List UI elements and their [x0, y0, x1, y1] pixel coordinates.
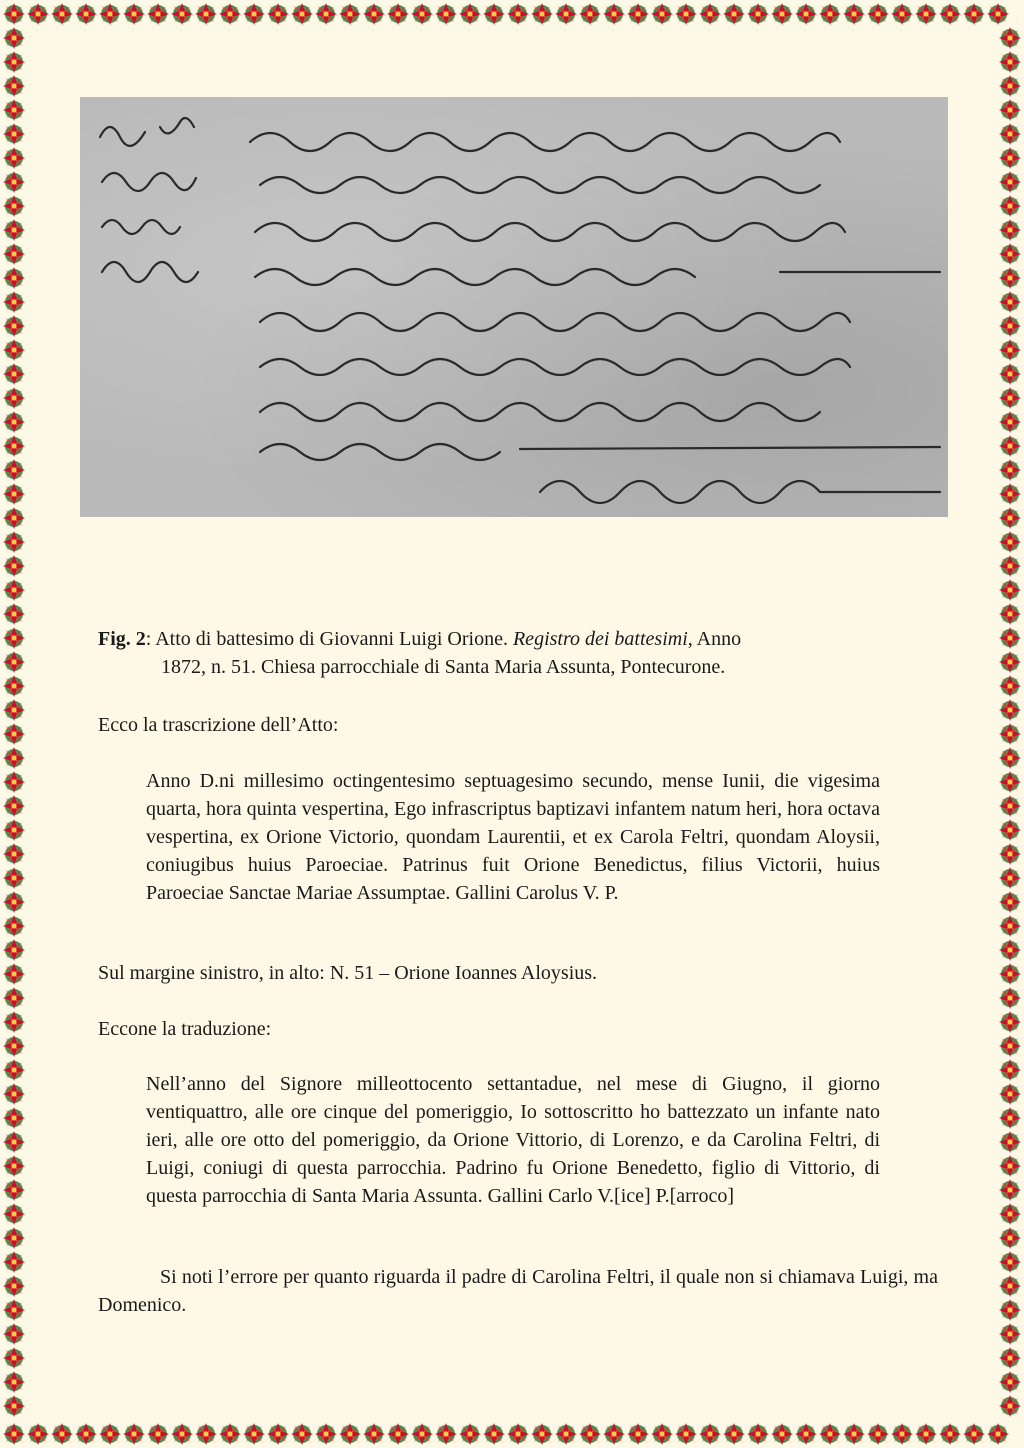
poinsettia-icon: [3, 387, 25, 409]
poinsettia-icon: [3, 1299, 25, 1321]
poinsettia-icon: [747, 3, 769, 25]
poinsettia-icon: [999, 555, 1021, 577]
poinsettia-icon: [27, 3, 49, 25]
poinsettia-icon: [3, 699, 25, 721]
poinsettia-icon: [387, 3, 409, 25]
poinsettia-icon: [999, 1227, 1021, 1249]
poinsettia-icon: [3, 483, 25, 505]
poinsettia-icon: [3, 843, 25, 865]
poinsettia-icon: [3, 51, 25, 73]
poinsettia-icon: [627, 1423, 649, 1445]
poinsettia-icon: [3, 99, 25, 121]
poinsettia-icon: [3, 819, 25, 841]
poinsettia-icon: [999, 459, 1021, 481]
poinsettia-icon: [867, 1423, 889, 1445]
poinsettia-icon: [999, 723, 1021, 745]
poinsettia-icon: [999, 99, 1021, 121]
poinsettia-icon: [459, 1423, 481, 1445]
poinsettia-icon: [651, 3, 673, 25]
poinsettia-icon: [999, 483, 1021, 505]
poinsettia-icon: [531, 1423, 553, 1445]
poinsettia-icon: [999, 651, 1021, 673]
manuscript-image: [80, 97, 948, 517]
poinsettia-icon: [603, 3, 625, 25]
poinsettia-icon: [507, 1423, 529, 1445]
poinsettia-icon: [387, 1423, 409, 1445]
poinsettia-icon: [3, 507, 25, 529]
poinsettia-icon: [3, 435, 25, 457]
caption-line-2: 1872, n. 51. Chiesa parrocchiale di Santa Maria Assunta, Pontecurone.: [161, 656, 726, 678]
poinsettia-icon: [483, 3, 505, 25]
poinsettia-icon: [999, 1371, 1021, 1393]
poinsettia-icon: [963, 1423, 985, 1445]
poinsettia-icon: [579, 1423, 601, 1445]
poinsettia-icon: [243, 1423, 265, 1445]
poinsettia-icon: [999, 1275, 1021, 1297]
poinsettia-icon: [3, 411, 25, 433]
margin-note-paragraph: Sul margine sinistro, in alto: N. 51 – Orione Ioannes Aloysius.: [98, 962, 598, 984]
poinsettia-icon: [291, 3, 313, 25]
poinsettia-icon: [3, 531, 25, 553]
poinsettia-icon: [999, 411, 1021, 433]
poinsettia-icon: [3, 1323, 25, 1345]
poinsettia-icon: [3, 915, 25, 937]
poinsettia-icon: [999, 387, 1021, 409]
poinsettia-icon: [891, 1423, 913, 1445]
poinsettia-icon: [3, 747, 25, 769]
poinsettia-icon: [3, 1131, 25, 1153]
poinsettia-icon: [3, 459, 25, 481]
poinsettia-icon: [999, 363, 1021, 385]
poinsettia-icon: [3, 675, 25, 697]
poinsettia-icon: [3, 1035, 25, 1057]
poinsettia-icon: [999, 939, 1021, 961]
poinsettia-icon: [939, 3, 961, 25]
poinsettia-icon: [555, 3, 577, 25]
poinsettia-icon: [999, 1347, 1021, 1369]
poinsettia-icon: [999, 987, 1021, 1009]
poinsettia-icon: [999, 675, 1021, 697]
poinsettia-icon: [999, 339, 1021, 361]
poinsettia-icon: [411, 3, 433, 25]
poinsettia-icon: [3, 1251, 25, 1273]
poinsettia-icon: [999, 171, 1021, 193]
caption-text-2: , Anno: [687, 628, 742, 650]
poinsettia-icon: [651, 1423, 673, 1445]
poinsettia-icon: [3, 147, 25, 169]
poinsettia-icon: [267, 3, 289, 25]
poinsettia-icon: [291, 1423, 313, 1445]
poinsettia-icon: [3, 195, 25, 217]
poinsettia-icon: [3, 243, 25, 265]
poinsettia-icon: [999, 819, 1021, 841]
poinsettia-icon: [3, 267, 25, 289]
poinsettia-icon: [3, 795, 25, 817]
poinsettia-icon: [699, 1423, 721, 1445]
poinsettia-icon: [999, 243, 1021, 265]
poinsettia-icon: [219, 3, 241, 25]
poinsettia-icon: [627, 3, 649, 25]
poinsettia-icon: [171, 1423, 193, 1445]
poinsettia-icon: [579, 3, 601, 25]
poinsettia-icon: [27, 1423, 49, 1445]
poinsettia-icon: [3, 627, 25, 649]
poinsettia-icon: [999, 147, 1021, 169]
poinsettia-icon: [3, 771, 25, 793]
poinsettia-icon: [999, 747, 1021, 769]
poinsettia-icon: [819, 3, 841, 25]
poinsettia-icon: [3, 579, 25, 601]
poinsettia-icon: [147, 1423, 169, 1445]
poinsettia-icon: [411, 1423, 433, 1445]
poinsettia-icon: [3, 867, 25, 889]
poinsettia-icon: [603, 1423, 625, 1445]
poinsettia-icon: [915, 3, 937, 25]
poinsettia-icon: [51, 3, 73, 25]
caption-text-1: : Atto di battesimo di Giovanni Luigi Orione.: [145, 628, 513, 650]
poinsettia-icon: [99, 1423, 121, 1445]
poinsettia-icon: [195, 1423, 217, 1445]
caption-italic: Registro dei battesimi: [512, 628, 688, 650]
poinsettia-icon: [723, 3, 745, 25]
poinsettia-icon: [3, 171, 25, 193]
poinsettia-icon: [3, 123, 25, 145]
poinsettia-icon: [843, 3, 865, 25]
poinsettia-icon: [999, 315, 1021, 337]
poinsettia-icon: [99, 3, 121, 25]
poinsettia-icon: [75, 1423, 97, 1445]
poinsettia-icon: [795, 3, 817, 25]
caption-label: Fig. 2: [98, 628, 146, 650]
poinsettia-icon: [219, 1423, 241, 1445]
poinsettia-icon: [171, 3, 193, 25]
poinsettia-icon: [999, 1299, 1021, 1321]
poinsettia-icon: [987, 3, 1009, 25]
poinsettia-icon: [999, 1083, 1021, 1105]
poinsettia-icon: [3, 723, 25, 745]
translation-block: Nell’anno del Signore milleottocento settantadue, nel mese di Giugno, il giorno ventiquattro, alle ore cinque del pomeriggio, Io sottoscritto ho battezzato un infante nato ieri, alle ore otto del pomeriggio, da Orione Vittorio, di Lorenzo, e da Carolina Feltri, di Luigi, coniugi di questa parrocchia. Padrino fu Orione Benedetto, figlio di Vittorio, di questa parrocchia di Santa Maria Assunta. Gallini Carlo V.[ice] P.[arroco]: [146, 1073, 880, 1207]
translation-intro: Eccone la traduzione:: [98, 1018, 272, 1040]
transcription-block: Anno D.ni millesimo octingentesimo septuagesimo secundo, mense Iunii, die vigesima quarta, hora quinta vespertina, Ego infrascriptus baptizavi infantem natum heri, hora octava vespertina, ex Orione Victorio, quondam Laurentii, et ex Carola Feltri, quondam Aloysii, coniugibus huius Paroeciae. Patrinus fuit Orione Benedictus, filius Victorii, huius Paroeciae Sanctae Mariae Assumptae. Gallini Carolus V. P.: [146, 770, 880, 904]
poinsettia-icon: [3, 1227, 25, 1249]
poinsettia-icon: [771, 3, 793, 25]
poinsettia-icon: [459, 3, 481, 25]
poinsettia-icon: [195, 3, 217, 25]
poinsettia-icon: [939, 1423, 961, 1445]
poinsettia-icon: [999, 1155, 1021, 1177]
poinsettia-icon: [3, 939, 25, 961]
poinsettia-icon: [999, 195, 1021, 217]
poinsettia-icon: [999, 219, 1021, 241]
poinsettia-icon: [819, 1423, 841, 1445]
poinsettia-icon: [747, 1423, 769, 1445]
poinsettia-icon: [999, 1035, 1021, 1057]
poinsettia-icon: [363, 3, 385, 25]
poinsettia-icon: [339, 3, 361, 25]
poinsettia-icon: [3, 1083, 25, 1105]
poinsettia-icon: [771, 1423, 793, 1445]
poinsettia-icon: [3, 3, 25, 25]
poinsettia-icon: [3, 315, 25, 337]
poinsettia-icon: [987, 1423, 1009, 1445]
poinsettia-icon: [3, 1155, 25, 1177]
poinsettia-icon: [3, 1203, 25, 1225]
poinsettia-icon: [999, 507, 1021, 529]
poinsettia-icon: [999, 579, 1021, 601]
poinsettia-icon: [999, 1251, 1021, 1273]
poinsettia-icon: [435, 1423, 457, 1445]
poinsettia-icon: [3, 987, 25, 1009]
poinsettia-icon: [999, 603, 1021, 625]
poinsettia-icon: [999, 867, 1021, 889]
poinsettia-icon: [999, 699, 1021, 721]
poinsettia-icon: [999, 627, 1021, 649]
poinsettia-icon: [123, 1423, 145, 1445]
poinsettia-icon: [999, 1107, 1021, 1129]
poinsettia-icon: [999, 1131, 1021, 1153]
poinsettia-icon: [3, 1395, 25, 1417]
poinsettia-icon: [999, 1395, 1021, 1417]
poinsettia-icon: [3, 1011, 25, 1033]
poinsettia-icon: [699, 3, 721, 25]
poinsettia-icon: [999, 27, 1021, 49]
poinsettia-icon: [999, 1179, 1021, 1201]
poinsettia-icon: [3, 339, 25, 361]
poinsettia-icon: [963, 3, 985, 25]
poinsettia-icon: [999, 1323, 1021, 1345]
poinsettia-icon: [999, 1203, 1021, 1225]
poinsettia-icon: [999, 75, 1021, 97]
poinsettia-icon: [315, 1423, 337, 1445]
poinsettia-icon: [363, 1423, 385, 1445]
poinsettia-icon: [867, 3, 889, 25]
poinsettia-icon: [435, 3, 457, 25]
poinsettia-icon: [999, 891, 1021, 913]
poinsettia-icon: [3, 75, 25, 97]
poinsettia-icon: [999, 267, 1021, 289]
poinsettia-icon: [3, 555, 25, 577]
poinsettia-icon: [3, 1371, 25, 1393]
poinsettia-icon: [483, 1423, 505, 1445]
poinsettia-icon: [555, 1423, 577, 1445]
poinsettia-icon: [915, 1423, 937, 1445]
poinsettia-icon: [999, 531, 1021, 553]
poinsettia-icon: [675, 1423, 697, 1445]
poinsettia-icon: [999, 123, 1021, 145]
poinsettia-icon: [999, 51, 1021, 73]
poinsettia-icon: [999, 1011, 1021, 1033]
poinsettia-icon: [3, 1347, 25, 1369]
poinsettia-icon: [795, 1423, 817, 1445]
poinsettia-icon: [3, 1059, 25, 1081]
poinsettia-icon: [3, 219, 25, 241]
poinsettia-icon: [267, 1423, 289, 1445]
poinsettia-icon: [999, 963, 1021, 985]
poinsettia-icon: [3, 963, 25, 985]
poinsettia-icon: [147, 3, 169, 25]
poinsettia-icon: [243, 3, 265, 25]
poinsettia-icon: [3, 651, 25, 673]
poinsettia-icon: [531, 3, 553, 25]
poinsettia-icon: [999, 435, 1021, 457]
poinsettia-icon: [999, 1059, 1021, 1081]
closing-note: Si noti l’errore per quanto riguarda il padre di Carolina Feltri, il quale non si chiamava Luigi, ma Domenico.: [98, 1266, 938, 1316]
poinsettia-icon: [891, 3, 913, 25]
poinsettia-icon: [123, 3, 145, 25]
poinsettia-icon: [723, 1423, 745, 1445]
poinsettia-icon: [675, 3, 697, 25]
poinsettia-icon: [999, 915, 1021, 937]
poinsettia-icon: [843, 1423, 865, 1445]
poinsettia-icon: [999, 771, 1021, 793]
handwriting-drawing: [80, 97, 948, 517]
poinsettia-icon: [3, 891, 25, 913]
poinsettia-icon: [999, 843, 1021, 865]
poinsettia-icon: [999, 291, 1021, 313]
poinsettia-icon: [3, 27, 25, 49]
poinsettia-icon: [3, 603, 25, 625]
poinsettia-icon: [3, 1107, 25, 1129]
poinsettia-icon: [507, 3, 529, 25]
figure-caption: [98, 625, 938, 681]
poinsettia-icon: [3, 1179, 25, 1201]
poinsettia-icon: [999, 795, 1021, 817]
poinsettia-icon: [315, 3, 337, 25]
poinsettia-icon: [339, 1423, 361, 1445]
poinsettia-icon: [51, 1423, 73, 1445]
poinsettia-icon: [3, 291, 25, 313]
poinsettia-icon: [75, 3, 97, 25]
poinsettia-icon: [3, 363, 25, 385]
poinsettia-icon: [3, 1423, 25, 1445]
intro-paragraph: Ecco la trascrizione dell’Atto:: [98, 714, 339, 736]
poinsettia-icon: [3, 1275, 25, 1297]
